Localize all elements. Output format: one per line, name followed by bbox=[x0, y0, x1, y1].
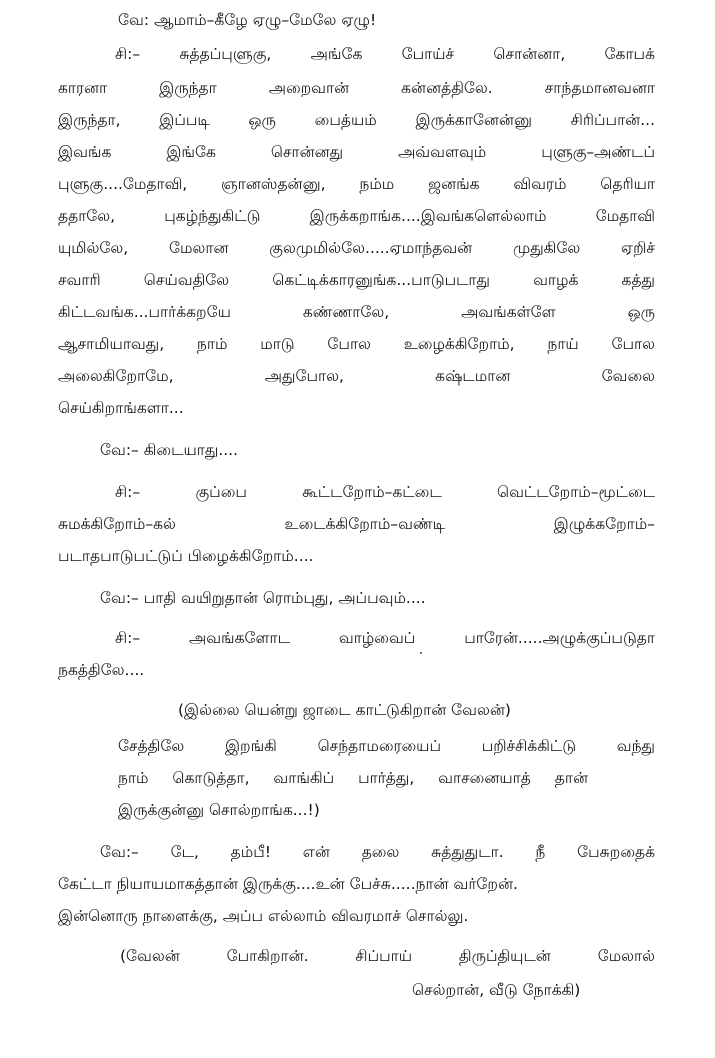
text-line: புளுகு....மேதாவி, ஞானஸ்தன்னு, நம்ம ஜனங்க விவரம் தெரியா bbox=[58, 175, 655, 193]
text-line: ததாலே, புகழ்ந்துகிட்டு இருக்கறாங்க....இவங்களெல்லாம் மேதாவி bbox=[58, 207, 655, 225]
text-line: யுமில்லே, மேலான குலமுமில்லே.....ஏமாந்தவன் முதுகிலே ஏறிச் bbox=[58, 239, 655, 257]
text-line: வே:– பாதி வயிறுதான் ரொம்புது, அப்பவும்.... bbox=[100, 589, 426, 607]
text-line: சி:– குப்பை கூட்டறோம்–கட்டை வெட்டறோம்–மூட்டை bbox=[115, 483, 655, 501]
text-line: சுமக்கிறோம்–கல் உடைக்கிறோம்–வண்டி இழுக்கறோம்– bbox=[58, 515, 655, 533]
text-line: வே: ஆமாம்–கீழே ஏழு–மேலே ஏழு! bbox=[118, 11, 377, 29]
text-line: இருக்குன்னு சொல்றாங்க...!) bbox=[118, 801, 320, 819]
text-line: கிட்டவங்க...பார்க்கறயே கண்ணாலே, அவங்கள்ளே ஒரு bbox=[58, 303, 655, 321]
text-line: இருந்தா, இப்படி ஒரு பைத்யம் இருக்கானேன்னு சிரிப்பான்... bbox=[58, 111, 655, 129]
text-line: படாதபாடுபட்டுப் பிழைக்கிறோம்.... bbox=[58, 547, 314, 565]
text-line: செய்கிறாங்களா... bbox=[58, 399, 184, 417]
ink-speck bbox=[420, 652, 422, 654]
stage-direction: (வேலன் போகிறான். சிப்பாய் திருப்தியுடன் மேலால் bbox=[120, 947, 655, 965]
text-line: வே:– டே, தம்பீ! என் தலை சுத்துதுடா. நீ பேசுறதைக் bbox=[100, 843, 655, 861]
text-line: வே:– கிடையாது.... bbox=[100, 441, 238, 459]
text-line: நாம் கொடுத்தா, வாங்கிப் பார்த்து, வாசனையாத் தான் bbox=[118, 769, 588, 787]
text-line: ஆசாமியாவது, நாம் மாடு போல உழைக்கிறோம், நாய் போல bbox=[58, 335, 655, 353]
text-line: நகத்திலே.... bbox=[58, 661, 145, 679]
text-line: சி:– சுத்தப்புளுகு, அங்கே போய்ச் சொன்னா, கோபக் bbox=[115, 45, 655, 63]
text-line: கேட்டா நியாயமாகத்தான் இருக்கு....உன் பேச்சு.....நான் வர்றேன். bbox=[58, 875, 518, 893]
text-line: காரனா இருந்தா அறைவான் கன்னத்திலே. சாந்தமானவனா bbox=[58, 79, 655, 97]
text-line: இவங்க இங்கே சொன்னது அவ்வளவும் புளுகு–அண்டப் bbox=[58, 143, 655, 161]
text-line: சேத்திலே இறங்கி செந்தாமரையைப் பறிச்சிக்கிட்டு வந்து bbox=[118, 737, 655, 755]
text-line: சவாரி செய்வதிலே கெட்டிக்காரனுங்க...பாடுபடாது வாழக் கத்து bbox=[58, 271, 655, 289]
stage-direction: (இல்லை யென்று ஜாடை காட்டுகிறான் வேலன்) bbox=[178, 701, 511, 719]
text-line: சி:– அவங்களோட வாழ்வைப் பாரேன்.....அழுக்குப்படுதா bbox=[115, 629, 655, 647]
text-line: இன்னொரு நாளைக்கு, அப்ப எல்லாம் விவரமாச் சொல்லு. bbox=[58, 907, 469, 925]
text-line: அலைகிறோமே, அதுபோல, கஷ்டமான வேலை bbox=[58, 367, 655, 385]
stage-direction: செல்றான், வீடு நோக்கி) bbox=[412, 981, 581, 999]
